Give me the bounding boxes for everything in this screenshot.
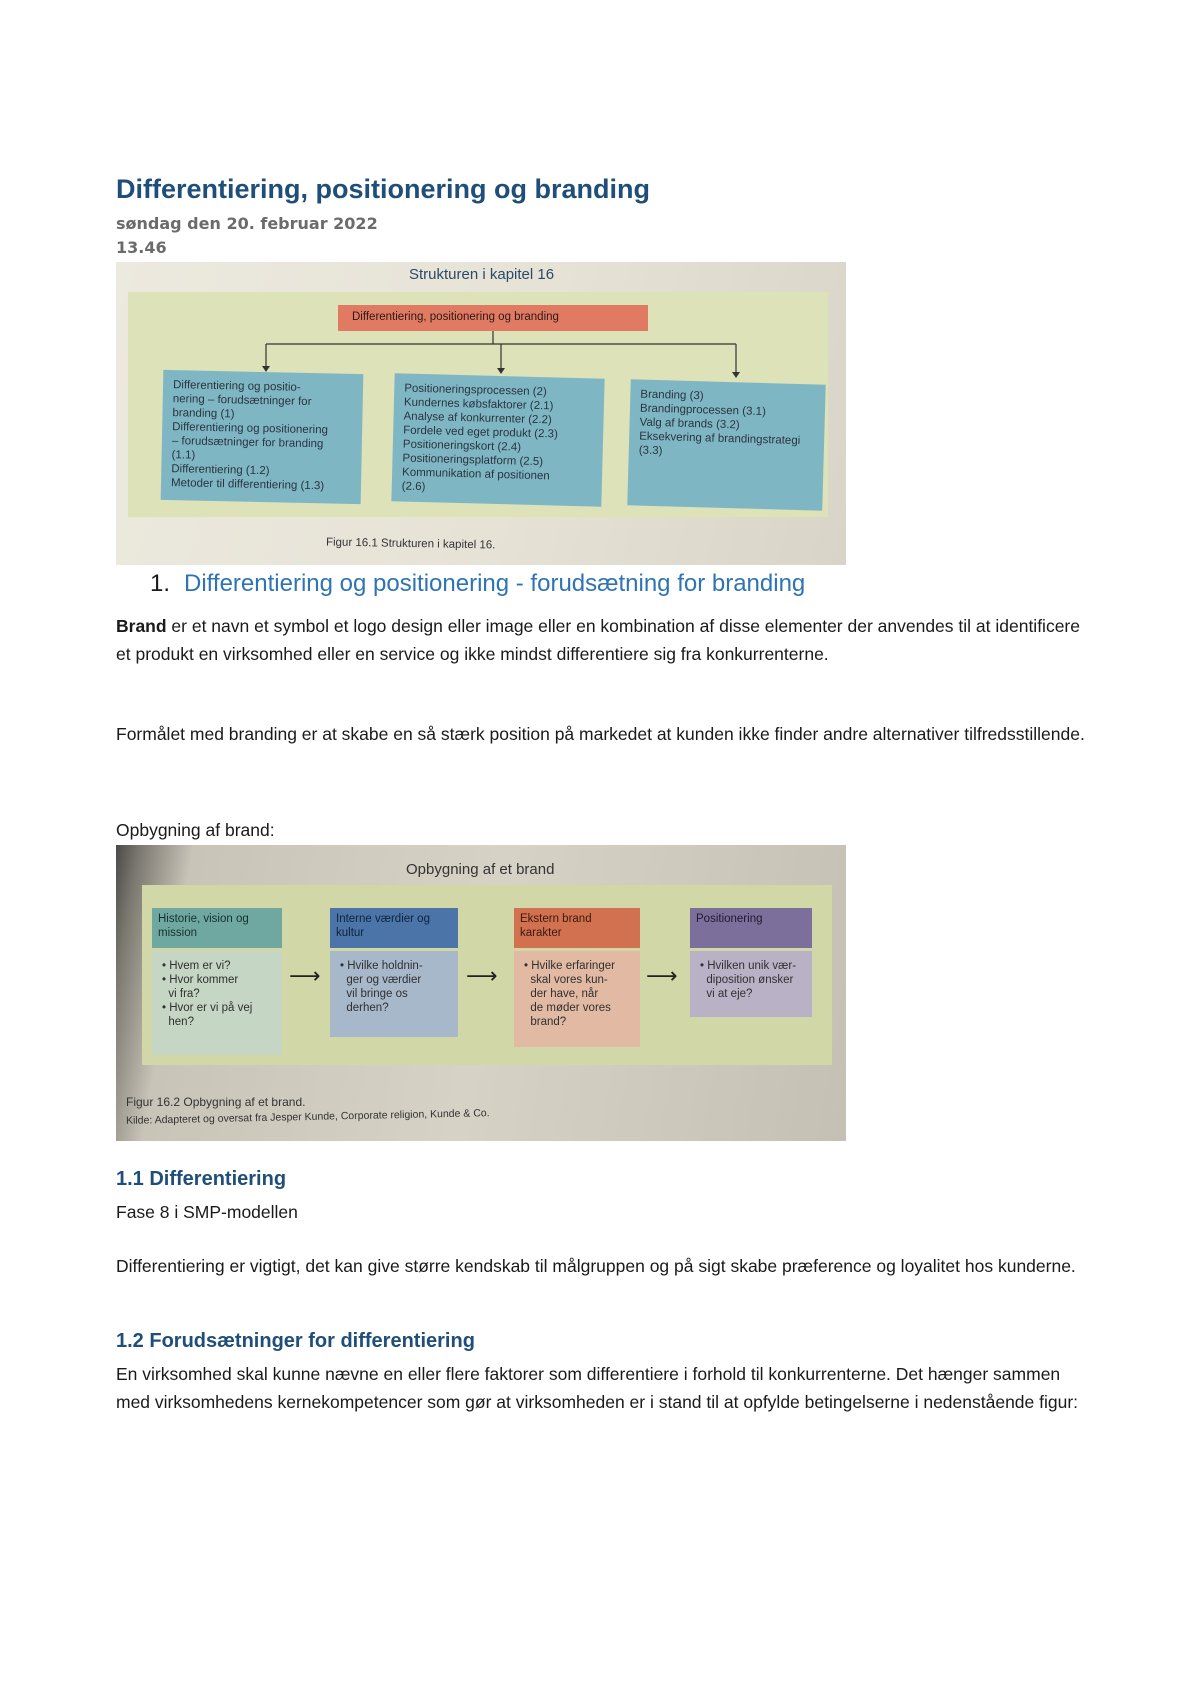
- paragraph-prerequisites: En virksomhed skal kunne nævne en eller flere faktorer som differentiere i forhold til konkurrenterne. Det hænger sammen med virksomhedens kernekompetencer som gør at virksomheden er i stand til at opfylde betingelserne i nedenstående figur:: [116, 1364, 1079, 1412]
- figure-caption: Figur 16.2 Opbygning af et brand.: [126, 1095, 306, 1109]
- box2-line: Kundernes købsfaktorer (2.1): [403, 396, 554, 413]
- paragraph-branding-purpose: Formålet med branding er at skabe en så stærk position på markedet at kunden ikke finder andre alternativer tilfredsstillende.: [116, 724, 1085, 744]
- box2-line: (2.6): [401, 480, 426, 494]
- col2-line: derhen?: [340, 1002, 389, 1014]
- box3-line: (3.3): [638, 444, 663, 458]
- note-time: 13.46: [116, 238, 167, 257]
- col4-header-line: Positionering: [696, 913, 763, 925]
- box1-line: Differentiering og positionering: [172, 421, 329, 437]
- col4-line: vi at eje?: [700, 988, 753, 1000]
- box2-line: Positioneringskort (2.4): [402, 438, 522, 454]
- section-1-heading: [150, 570, 805, 598]
- section-1-1-heading: 1.1 Differentiering: [116, 1168, 287, 1190]
- box2-line: Fordele ved eget produkt (2.3): [403, 424, 559, 441]
- section-number: 1.: [150, 570, 171, 597]
- col2-body: [330, 951, 458, 1037]
- col1-header: [152, 908, 282, 948]
- box1-line: branding (1): [172, 407, 235, 421]
- col3-line: skal vores kun-: [524, 974, 608, 986]
- col3-line: de møder vores: [524, 1002, 611, 1014]
- col2-line: ger og værdier: [340, 974, 422, 986]
- box1-line: Metoder til differentiering (1.3): [170, 477, 325, 493]
- note-date: søndag den 20. februar 2022: [116, 214, 378, 233]
- figure-heading: Opbygning af et brand: [406, 861, 555, 878]
- arrow-right-icon: ⟶: [466, 964, 498, 989]
- box1-line: nering – forudsætninger for: [172, 393, 312, 409]
- structure-box-1: [161, 370, 364, 504]
- col1-line: vi fra?: [162, 988, 200, 1000]
- box3-line: Eksekvering af brandingstrategi: [639, 430, 801, 448]
- box3-line: Brandingprocessen (3.1): [639, 402, 767, 419]
- paragraph-brand-build-intro: Opbygning af brand:: [116, 820, 275, 840]
- box2-line: Positioneringsplatform (2.5): [402, 452, 544, 469]
- col3-header-line: Ekstern brand: [520, 913, 592, 925]
- col1-line: hen?: [162, 1016, 194, 1028]
- col1-body: [152, 951, 282, 1055]
- col2-header-line: kultur: [336, 927, 365, 939]
- figure-source: Kilde: Adapteret og oversat fra Jesper Kunde, Corporate religion, Kunde & Co.: [125, 1107, 490, 1127]
- box2-line: Positioneringsprocessen (2): [404, 382, 547, 399]
- col3-line: der have, når: [524, 988, 599, 1000]
- box2-line: Analyse af konkurrenter (2.2): [403, 410, 552, 427]
- col4-body: [690, 951, 812, 1017]
- figure-caption: Figur 16.1 Strukturen i kapitel 16.: [325, 536, 496, 552]
- section-1-title: Differentiering og positionering - forudsætning for branding: [184, 570, 806, 597]
- brand-building-photo: [116, 845, 846, 1141]
- col4-header: [690, 908, 812, 948]
- box2-line: Kommunikation af positionen: [401, 466, 550, 483]
- col1-header-line: mission: [158, 927, 197, 939]
- box1-line: Differentiering og positio-: [172, 379, 301, 394]
- paragraph-brand-definition: [116, 612, 1096, 668]
- col1-header-line: Historie, vision og: [158, 913, 249, 925]
- col4-line: • Hvilken unik vær-: [700, 960, 797, 972]
- col2-line: vil bringe os: [340, 988, 408, 1000]
- section-1-1-subtitle: Fase 8 i SMP-modellen: [116, 1202, 298, 1222]
- box1-line: Differentiering (1.2): [171, 463, 270, 478]
- page-title: Differentiering, positionering og branding: [116, 174, 650, 204]
- box3-line: Valg af brands (3.2): [639, 416, 740, 432]
- section-1-2-heading: 1.2 Forudsætninger for differentiering: [116, 1330, 475, 1352]
- col2-header: [330, 908, 458, 948]
- col2-line: • Hvilke holdnin-: [340, 960, 423, 972]
- col3-line: • Hvilke erfaringer: [524, 960, 615, 972]
- structure-box-3: [627, 379, 825, 510]
- col1-line: • Hvem er vi?: [162, 960, 231, 972]
- arrow-right-icon: ⟶: [289, 964, 321, 989]
- figure-heading: Strukturen i kapitel 16: [409, 266, 555, 283]
- col3-header-line: karakter: [520, 927, 562, 939]
- col3-body: [514, 951, 640, 1047]
- paragraph-differentiation: Differentiering er vigtigt, det kan give større kendskab til målgruppen og på sigt skabe præference og loyalitet hos kunderne.: [116, 1256, 1076, 1276]
- col1-line: • Hvor kommer: [162, 974, 239, 986]
- box1-line: – forudsætninger for branding: [171, 435, 324, 451]
- brand-term: Brand: [116, 616, 167, 636]
- box1-line: (1.1): [171, 449, 196, 462]
- col2-header-line: Interne værdier og: [336, 913, 430, 925]
- chapter-structure-photo: [116, 262, 846, 565]
- col1-line: • Hvor er vi på vej: [162, 1002, 253, 1014]
- arrow-right-icon: ⟶: [646, 964, 678, 989]
- top-box-label: Differentiering, positionering og branding: [352, 311, 559, 323]
- col3-line: brand?: [524, 1016, 567, 1028]
- structure-box-2: [391, 373, 604, 506]
- col3-header: [514, 908, 640, 948]
- col4-line: diposition ønsker: [700, 974, 794, 986]
- box3-line: Branding (3): [640, 388, 704, 403]
- brand-definition-text: er et navn et symbol et logo design eller image eller en kombination af disse elementer der anvendes til at identificere et produkt en virksomhed eller en service og ikke mindst differentiere sig fra konkurrenterne.: [116, 616, 1080, 664]
